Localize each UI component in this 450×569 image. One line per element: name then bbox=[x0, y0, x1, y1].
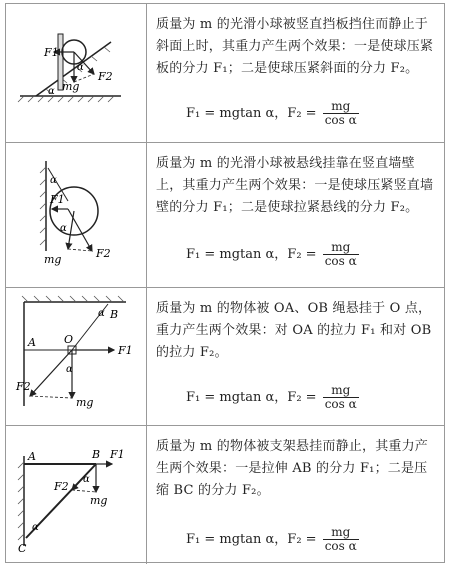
table-row-2 bbox=[6, 142, 444, 287]
label-f1: F1 bbox=[110, 448, 125, 461]
formula-3-numerator: mg bbox=[323, 384, 359, 398]
formula-1-text: F₁ = mgtan α，F₂ = bbox=[186, 106, 317, 121]
mg-arrow bbox=[68, 211, 74, 249]
formula-3 bbox=[186, 384, 359, 411]
formula-4 bbox=[186, 526, 359, 553]
diagram-2 bbox=[6, 143, 146, 288]
formula-2-denominator: cos α bbox=[324, 254, 357, 268]
description-3: 质量为 m 的物体被 OA、OB 绳悬挂于 O 点，重力产生两个效果：对 OA 的拉力 F₁ 和对 OB 的拉力 F₂。 bbox=[156, 301, 432, 360]
label-alpha-top: α bbox=[50, 175, 57, 186]
figure-object-on-bracket bbox=[6, 426, 146, 564]
diagram-1 bbox=[6, 4, 146, 142]
formula-4-text: F₁ = mgtan α，F₂ = bbox=[186, 532, 317, 547]
label-mg: mg bbox=[62, 80, 80, 93]
label-b: B bbox=[92, 448, 101, 461]
label-a: A bbox=[28, 450, 36, 463]
table-row-3 bbox=[6, 287, 444, 425]
figure-ball-on-incline-with-board bbox=[6, 4, 146, 142]
label-alpha-bottom: α bbox=[48, 86, 55, 97]
table-row-1 bbox=[6, 4, 444, 142]
formula-1-denominator: cos α bbox=[324, 113, 357, 127]
label-alpha-top: α bbox=[83, 474, 90, 485]
formula-1-numerator: mg bbox=[323, 100, 359, 114]
label-f2: F2 bbox=[96, 247, 111, 260]
label-alpha-bottom: α bbox=[32, 522, 39, 533]
label-alpha-bottom: α bbox=[66, 364, 73, 375]
description-2: 质量为 m 的光滑小球被悬线挂靠在竖直墙壁上，其重力产生两个效果：一是使球压紧竖直墙壁的分力 F₁；二是使球拉紧悬线的分力 F₂。 bbox=[156, 156, 434, 215]
diagram-4 bbox=[6, 426, 146, 565]
label-alpha-bottom: α bbox=[60, 223, 67, 234]
formula-4-denominator: cos α bbox=[324, 539, 357, 553]
label-c: C bbox=[18, 542, 27, 555]
label-mg: mg bbox=[76, 396, 94, 409]
label-o: O bbox=[64, 333, 74, 346]
label-alpha-top: α bbox=[98, 308, 105, 319]
formula-1 bbox=[186, 100, 359, 127]
formula-1-fraction bbox=[323, 100, 359, 127]
description-4: 质量为 m 的物体被支架悬挂而静止，其重力产生两个效果：一是拉伸 AB 的分力 F₁；二是压缩 BC 的分力 F₂。 bbox=[156, 439, 428, 498]
formula-3-denominator: cos α bbox=[324, 397, 357, 411]
table-row-4 bbox=[6, 425, 444, 564]
description-1: 质量为 m 的光滑小球被竖直挡板挡住而静止于斜面上时，其重力产生两个效果：一是使球压紧板的分力 F₁；二是使球压紧斜面的分力 F₂。 bbox=[156, 17, 434, 76]
formula-3-fraction bbox=[323, 384, 359, 411]
label-f1: F1 bbox=[50, 193, 65, 206]
label-f1: F1 bbox=[44, 46, 59, 59]
label-alpha-top: α bbox=[77, 62, 84, 73]
formula-4-fraction bbox=[323, 526, 359, 553]
label-mg: mg bbox=[90, 494, 108, 507]
label-a: A bbox=[28, 336, 36, 349]
label-b: B bbox=[110, 308, 119, 321]
figure-object-hung-by-ropes bbox=[6, 288, 146, 425]
formula-3-text: F₁ = mgtan α，F₂ = bbox=[186, 390, 317, 405]
formula-2-fraction bbox=[323, 241, 359, 268]
formula-2 bbox=[186, 241, 359, 268]
label-f2: F2 bbox=[98, 70, 113, 83]
formula-2-numerator: mg bbox=[323, 241, 359, 255]
label-f1: F1 bbox=[118, 344, 133, 357]
label-f2: F2 bbox=[54, 480, 69, 493]
physics-table bbox=[5, 3, 445, 563]
figure-ball-hanging-on-wall bbox=[6, 143, 146, 287]
diagram-3 bbox=[6, 288, 146, 426]
formula-2-text: F₁ = mgtan α，F₂ = bbox=[186, 247, 317, 262]
label-f2: F2 bbox=[16, 380, 31, 393]
label-mg: mg bbox=[44, 253, 62, 266]
formula-4-numerator: mg bbox=[323, 526, 359, 540]
